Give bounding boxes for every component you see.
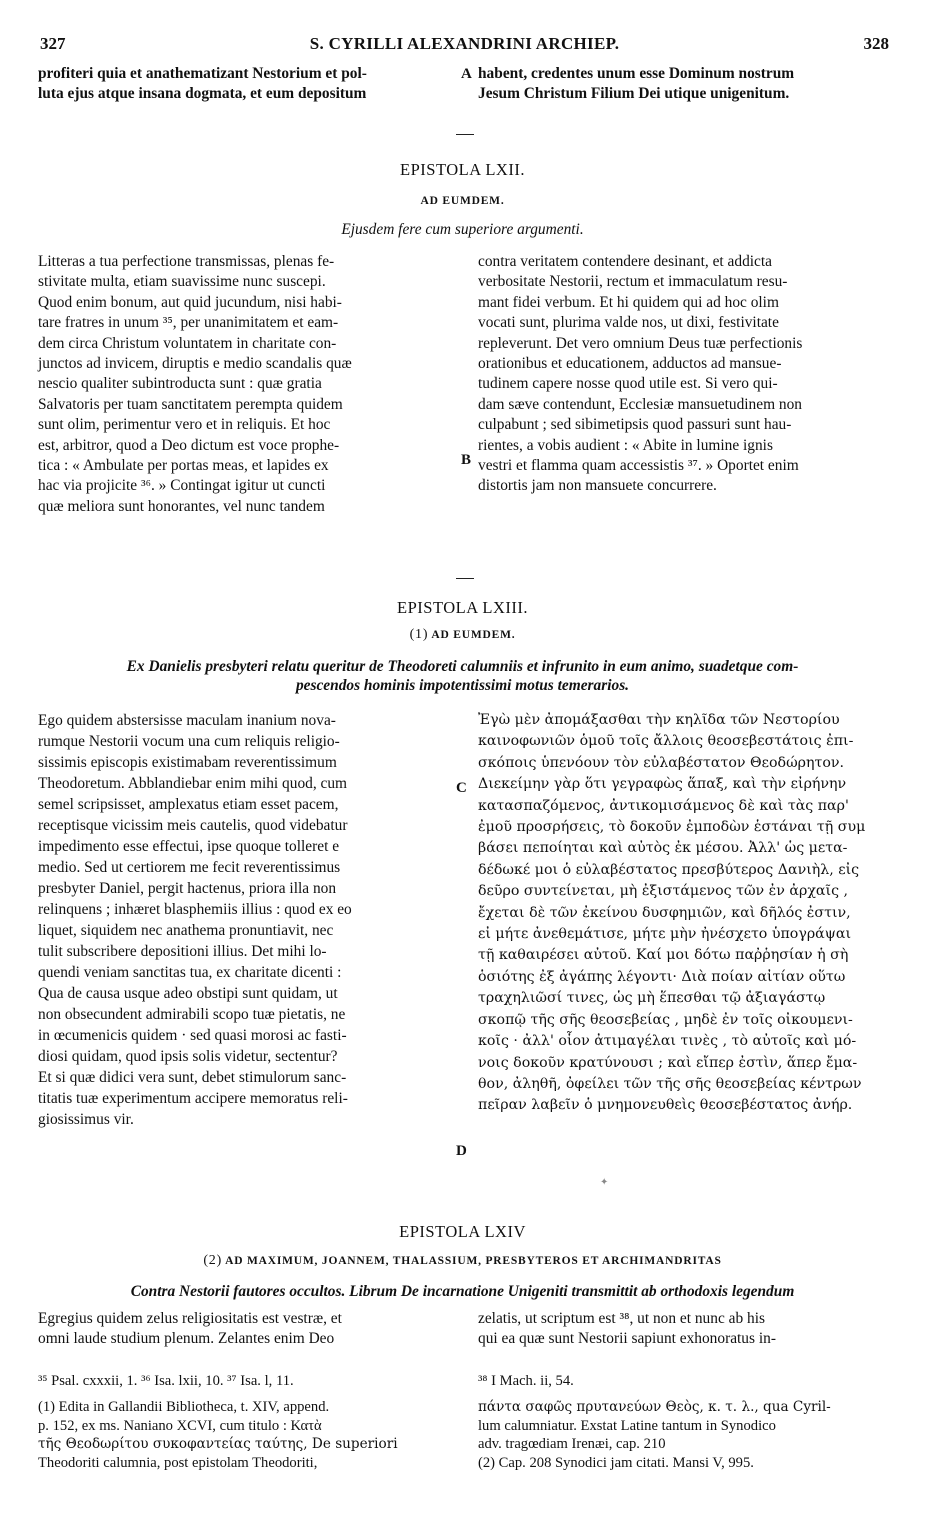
- epistle-64-argument: Contra Nestorii fautores occultos. Librum De incarnatione Unigeniti transmittit ab orthodoxis legendum: [130, 1283, 795, 1300]
- text-line: habent, credentes unum esse Dominum nostrum: [478, 65, 795, 82]
- epistle-63-note-ref: (1): [409, 627, 429, 642]
- text-line: profiteri quia et anathematizant Nestorium et pol-: [38, 65, 367, 82]
- text-line: medio. Sed ut certiorem me fecit reverentissimus: [38, 859, 341, 876]
- text-line: δέδωκέ μοι ὁ εὐλαβέστατος πρεσβύτερος Δανιὴλ, εἰς: [478, 861, 860, 878]
- text-line: in œcumenicis quidem · sed quasi morosi ac fasti-: [38, 1027, 347, 1044]
- text-line: diosi quidam, quod ipsis solis videtur, sectentur?: [38, 1048, 338, 1065]
- text-line: adv. tragœdiam Irenæi, cap. 210: [478, 1436, 666, 1453]
- text-line: τῆς Θεοδωρίτου συκοφαντείας ταύτης, De superiori: [38, 1436, 398, 1453]
- text-line: κοῖς · ἀλλ' οἷον ἀτιμαγέλαι τινὲς , τὸ αὐτοῖς καὶ μό-: [478, 1033, 857, 1050]
- text-line: non obsecundent admirabili scopo tuæ pietatis, ne: [38, 1006, 346, 1023]
- text-line: stivitate multa, etiam suavissime nunc suscepi.: [38, 273, 326, 291]
- epistle-63-argument: [36, 657, 889, 695]
- section-rule: [456, 134, 474, 135]
- text-line: εἰ μήτε ἀνεθεμάτισε, μήτε μὴν ἠνέσχετο ὑπογράψαι: [478, 926, 852, 943]
- text-line: pescendos hominis impotentissimi motus temerarios.: [295, 677, 630, 694]
- epistle-63-title: EPISTOLA LXIII.: [397, 598, 528, 617]
- text-line: δεῦρο συντείνεται, μὴ ἐξιστάμενος τῶν ἐν ἀρχαῖς ,: [478, 883, 849, 900]
- text-line: receptisque vicissim meis cautelis, quod videbatur: [38, 817, 348, 834]
- text-line: καινοφωνιῶν ὁμοῦ τοῖς ἄλλοις θεοσεβεστάτοις ἐπι-: [478, 733, 854, 750]
- page-number-right: 328: [863, 34, 889, 53]
- running-title: S. CYRILLI ALEXANDRINI ARCHIEP.: [309, 34, 620, 53]
- epistle-64-address-line: [0, 1253, 925, 1269]
- text-line: repleverunt. Det vero omnium Deus tuæ perfectionis: [478, 334, 803, 352]
- text-line: tulit subscribere depositioni illius. Det mihi lo-: [38, 943, 327, 960]
- text-line: quæ meliora sunt honorantes, vel nunc tandem: [38, 497, 325, 515]
- text-line: tare fratres in unum ³⁵, per unanimitatem et eam-: [38, 314, 339, 332]
- running-header: [40, 34, 889, 58]
- text-line: vocati sunt, plurima valde nos, ut dixi, festivitate: [478, 314, 779, 332]
- text-line: πεῖραν λαβεῖν ὁ μνημονευθεὶς θεοσεβέστατος ἀνήρ.: [478, 1097, 853, 1114]
- text-line: Ego quidem abstersisse maculam inanium nova-: [38, 712, 336, 729]
- page-number-left: 327: [40, 34, 66, 53]
- epistle-62-title: EPISTOLA LXII.: [400, 160, 525, 179]
- text-line: Theodoriti calumnia, post epistolam Theodoriti,: [38, 1454, 318, 1471]
- text-line: ὁσιότης ἐξ ἀγάπης λέγοντι· Διὰ ποίαν αἰτίαν οὕτω: [478, 968, 846, 985]
- text-line: θον, ἀληθῆ, ὀφείλει τῶν τῆς σῆς θεοσεβείας κέντρων: [478, 1075, 862, 1092]
- text-line: Jesum Christum Filium Dei utique unigenitum.: [478, 85, 790, 103]
- epistle-63-greek-column: [478, 710, 890, 1117]
- text-line: Et si quæ didici vera sunt, debet stimulorum sanc-: [38, 1069, 347, 1086]
- text-line: σκοπῷ τῆς σῆς θεοσεβείας , μηδὲ ἐν τοῖς οἰκουμενι-: [478, 1011, 853, 1028]
- text-line: rumque Nestorii vocum una cum reliquis religio-: [38, 733, 340, 750]
- text-line: junctos ad invicem, diruptis e medio scandalis quæ: [38, 355, 352, 373]
- text-line: contra veritatem contendere desinant, et addicta: [478, 253, 772, 270]
- text-line: Ἐγὼ μὲν ἀπομάξασθαι τὴν κηλῖδα τῶν Νεστορίου: [478, 712, 840, 728]
- text-line: impedimento esse effectui, ipse quoque tolleret e: [38, 838, 340, 855]
- text-line: dam sæve contendunt, Ecclesiæ mansuetudinem non: [478, 395, 802, 413]
- editorial-note-2: (2) Cap. 208 Synodici jam citati. Mansi V, 995.: [478, 1454, 754, 1471]
- text-line: Egregius quidem zelus religiositatis est vestræ, et: [38, 1310, 342, 1327]
- epistle-64-address: AD MAXIMUM, JOANNEM, THALASSIUM, PRESBYTEROS ET ARCHIMANDRITAS: [225, 1255, 722, 1267]
- epistle-64-left-column: [38, 1309, 452, 1350]
- text-line: νοις δοκοῦν κρατύνουσι ; καὶ εἴπερ ἐστὶν, ἅπερ ἔμα-: [478, 1054, 858, 1071]
- text-line: titatis tuæ experimentum accipere memoratus reli-: [38, 1090, 348, 1107]
- text-line: σκόποις ὑπενόουν τὸν εὐλαβέστατον Θεοδώρητον.: [478, 754, 845, 771]
- margin-marker-b: B: [461, 452, 472, 468]
- margin-marker-d: D: [456, 1143, 467, 1159]
- text-line: τραχηλιῶσί τινες, ὡς μὴ ἕπεσθαι τῷ ἀξιαγάστῳ: [478, 990, 826, 1007]
- text-line: Salvatoris per tuam sanctitatem perempta quidem: [38, 395, 343, 413]
- scripture-references-left: ³⁵ Psal. cxxxii, 1. ³⁶ Isa. lxii, 10. ³⁷ Isa. l, 11.: [38, 1373, 294, 1389]
- top-left-column: [38, 64, 452, 105]
- text-line: quendi veniam sanctitas tua, ex charitate dicenti :: [38, 964, 342, 981]
- text-line: p. 152, ex ms. Naniano XCVI, cum titulo : Κατὰ: [38, 1417, 322, 1434]
- text-line: verbositate Nestorii, rectum et immaculatum resu-: [478, 273, 788, 291]
- top-right-column: [478, 64, 890, 105]
- epistle-62-address: AD EUMDEM.: [420, 195, 505, 207]
- text-line: lum calumniatur. Exstat Latine tantum in Synodico: [478, 1417, 776, 1434]
- text-line: Qua de causa usque adeo obstipi sunt quidam, ut: [38, 985, 338, 1002]
- text-line: dem circa Christum voluntatem in charitate con-: [38, 334, 337, 352]
- epistle-62-argument: Ejusdem fere cum superiore argumenti.: [341, 221, 584, 238]
- text-line: Ex Danielis presbyteri relatu queritur de Theodoreti calumniis et infrunito in eum animo, suadetque com-: [126, 658, 799, 675]
- text-line: culpabunt ; sed sibimetipsis quod passuri sunt hau-: [478, 416, 792, 434]
- text-line: Litteras a tua perfectione transmissas, plenas fe-: [38, 253, 335, 270]
- text-line: rientes, a vobis audient : « Abite in lumine ignis: [478, 436, 773, 454]
- epistle-62-left-column: [38, 252, 452, 517]
- text-line: κατασπαζόμενος, ἀντικομισάμενος δὲ καὶ τὰς παρ': [478, 797, 849, 814]
- text-line: semel scripsisset, amplexatus etiam esset pacem,: [38, 796, 339, 813]
- text-line: qui ea quæ sunt Nestorii sapiunt exhonoratus in-: [478, 1330, 776, 1348]
- editorial-note-1-continued: [478, 1398, 890, 1472]
- margin-marker-a: A: [461, 66, 472, 82]
- text-line: luta ejus atque insana dogmata, et eum depositum: [38, 85, 367, 103]
- text-line: orationibus et educationem, adductos ad mansue-: [478, 355, 782, 373]
- epistle-63-address: AD EUMDEM.: [431, 629, 516, 641]
- text-line: tudinem capere nosse quod utile est. Si vero qui-: [478, 375, 778, 393]
- text-line: est, arbitror, quod a Deo dictum est voce prophe-: [38, 436, 340, 454]
- text-line: sunt olim, perimentur vero et in reliquis. Et hoc: [38, 416, 331, 434]
- epistle-64-note-ref: (2): [203, 1253, 223, 1268]
- editorial-note-1: [38, 1398, 452, 1472]
- printer-mark-icon: ✦: [600, 1177, 609, 1188]
- text-line: distortis jam non mansuete concurrere.: [478, 477, 717, 495]
- text-line: Quod enim bonum, aut quid jucundum, nisi habi-: [38, 293, 342, 311]
- section-rule: [456, 578, 474, 579]
- text-line: (1) Edita in Gallandii Bibliotheca, t. XIV, append.: [38, 1399, 330, 1415]
- text-line: ἐμοῦ προσρήσεις, τὸ δοκοῦν ἐμποδὼν ἑστάναι τῇ συμ: [478, 819, 866, 836]
- text-line: πάντα σαφῶς πρυτανεύων Θεὸς, κ. τ. λ., qua Cyril-: [478, 1399, 831, 1415]
- text-line: liquet, siquidem nec anathema pronuntiavit, nec: [38, 922, 334, 939]
- text-line: relinquens ; inhæret blasphemiis illius : quod ex eo: [38, 901, 352, 918]
- text-line: presbyter Daniel, pergit hactenus, priora illa non: [38, 880, 337, 897]
- epistle-63-address-line: [0, 627, 925, 643]
- text-line: Theodoretum. Abblandiebar enim mihi quod, cum: [38, 775, 348, 792]
- text-line: τῇ καθαιρέσει αὐτοῦ. Καί μοι δότω παῤῥησίαν ἡ σὴ: [478, 947, 849, 964]
- text-line: mant fidei verbum. Et hi quidem qui ad hoc olim: [478, 293, 779, 311]
- text-line: omni laude studium plenum. Zelantes enim Deo: [38, 1330, 335, 1348]
- scripture-references-right: ³⁸ I Mach. ii, 54.: [478, 1373, 574, 1389]
- text-line: Διεκείμην γὰρ ὅτι γεγραφὼς ἅπαξ, καὶ τὴν εἰρήνην: [478, 776, 847, 793]
- text-line: βάσει πεποίηται καὶ αὐτὸς ἐκ μέσου. Ἀλλ' ὡς μετα-: [478, 840, 848, 857]
- text-line: ἔχεται δὲ τῶν ἐκείνου δυσφημιῶν, καὶ δῆλός ἐστιν,: [478, 904, 851, 921]
- text-line: nescio qualiter subintroducta sunt : quæ gratia: [38, 375, 322, 393]
- text-line: zelatis, ut scriptum est ³⁸, ut non et nunc ab his: [478, 1310, 765, 1327]
- text-line: hac via projicite ³⁶. » Contingat igitur ut cuncti: [38, 477, 326, 495]
- epistle-63-latin-column: [38, 710, 452, 1130]
- epistle-64-right-column: [478, 1309, 890, 1350]
- text-line: tica : « Ambulate per portas meas, et lapides ex: [38, 457, 329, 475]
- epistle-62-right-column: [478, 252, 890, 497]
- epistle-64-title: EPISTOLA LXIV: [399, 1222, 526, 1241]
- margin-marker-c: C: [456, 780, 467, 796]
- text-line: giosissimus vir.: [38, 1111, 134, 1128]
- text-line: vestri et flamma quam accessistis ³⁷. » Oportet enim: [478, 457, 799, 475]
- text-line: sissimis episcopis existimabam reverentissimum: [38, 754, 337, 771]
